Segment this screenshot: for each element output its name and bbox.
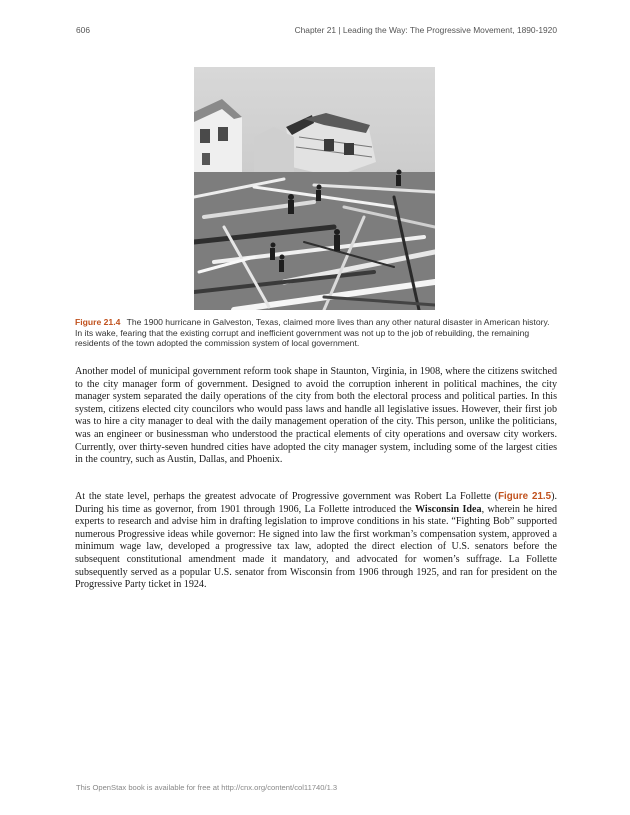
- paragraph-la-follette-part-a: At the state level, perhaps the greatest advocate of Progressive government was Robert La Follette (: [75, 491, 499, 502]
- paragraph-la-follette-part-b: ). During his time as governor, from 1901 through 1906, La Follette introduced the: [75, 491, 557, 515]
- paragraph-la-follette: [75, 491, 557, 592]
- paragraph-city-manager: Another model of municipal government reform took shape in Staunton, Virginia, in 1908, where the citizens switched to the city manager form of government. Designed to avoid the corruption inherent in political machines, the city manager system separated the daily operations of the city from both the electoral process and political parties. In this system, citizens elected city councilors who would pass laws and handle all legislative issues. However, their first job was to hire a city manager to deal with the daily management operation of the city. This person, unlike the politicians, was an engineer or businessman who understood the practical elements of city operations and oversaw city workers. Currently, over thirty-seven hundred cities have adopted the city manager system, including some of the largest cities in the country, such as Austin, Dallas, and Phoenix.: [75, 366, 557, 466]
- figure-21-5-link[interactable]: Figure 21.5: [498, 491, 552, 502]
- chapter-header: Chapter 21 | Leading the Way: The Progressive Movement, 1890-1920: [294, 25, 557, 35]
- figure-caption: [75, 317, 557, 349]
- figure-label: Figure 21.4: [75, 317, 121, 327]
- footer-availability-note: This OpenStax book is available for free at http://cnx.org/content/col11740/1.3: [76, 783, 338, 792]
- photo-illustration: [194, 67, 435, 310]
- wisconsin-idea-term: Wisconsin Idea: [415, 503, 482, 515]
- galveston-hurricane-photo: [194, 67, 435, 310]
- paragraph-la-follette-part-c: , wherein he hired experts to research and advise him in drafting legislation to improve conditions in his state. “Fighting Bob” supported numerous Progressive ideas while governor: He signed into law the first workman’s compensation system, approved a minimum wage law, developed a progressive tax law, adopted the direct election of U.S. senators before the subsequent constitutional amendment made it mandatory, and advocated for women’s suffrage. La Follette subsequently served as a popular U.S. senator from Wisconsin from 1906 through 1925, and ran for president on the Progressive Party ticket in 1924.: [75, 503, 557, 591]
- page-number: 606: [76, 25, 90, 35]
- figure-caption-text: The 1900 hurricane in Galveston, Texas, claimed more lives than any other natural disaster in American history. In its wake, fearing that the existing corrupt and inefficient government was not up to the job of rebuilding, the remaining residents of the town adopted the commission system of local government.: [75, 317, 550, 348]
